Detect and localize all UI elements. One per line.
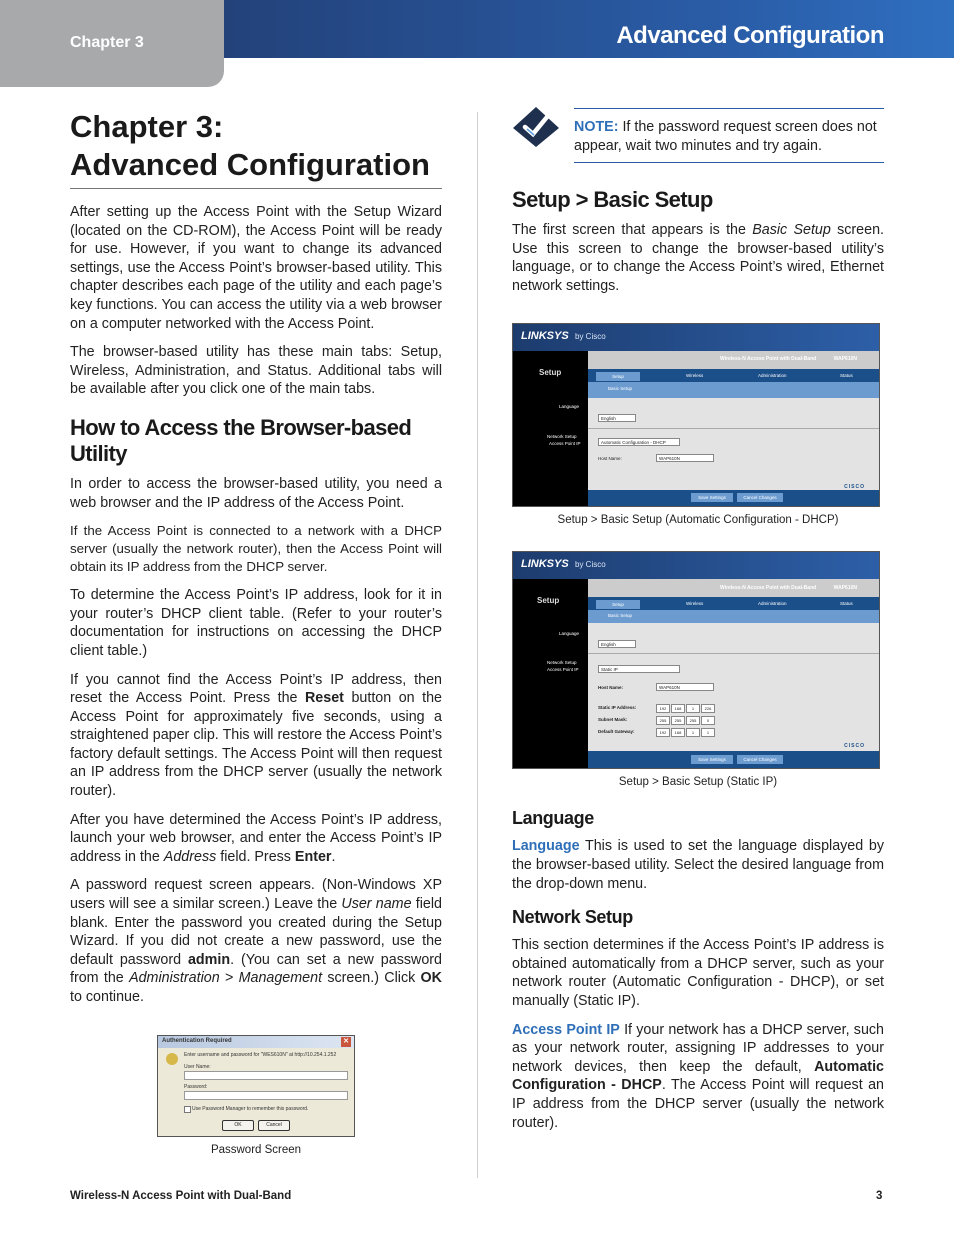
ui-tab-wireless[interactable]: Wireless — [686, 373, 704, 379]
host-value: WAP610N — [659, 456, 680, 462]
tabs-paragraph: The browser-based utility has these main tabs: Setup, Wireless, Administration, and Status. Additional tabs will be available after you click one of the main tabs. — [70, 344, 442, 398]
key-icon — [166, 1053, 178, 1065]
static-value: Static IP — [601, 667, 618, 673]
text: After you have determined the Access Point’s IP address, launch your web browser, and enter the Access Point’s IP address in the — [70, 811, 442, 865]
text: screen.) Click — [322, 970, 421, 987]
lang-value: English — [601, 416, 616, 422]
language-heading: Language — [512, 808, 594, 829]
cisco-logo: CISCO — [844, 743, 865, 750]
chapter-tab-label: Chapter 3 — [70, 34, 144, 51]
text: The first screen that appears is the — [512, 222, 753, 238]
ok-term: OK — [420, 970, 442, 987]
brand-suffix: by Cisco — [575, 560, 606, 570]
column-divider — [477, 112, 478, 1178]
intro-paragraph: After setting up the Access Point with the Setup Wizard (located on the CD-ROM), the Access Point will be ready for use. However, if you want to change its advanced settings, use the Access Point’s browser-based utility. This chapter describes each page of the utility and each page’s key functions. You can access the utility via a web browser on a computer networked with the Access Point. — [70, 204, 442, 332]
pass-label: Password: — [184, 1083, 208, 1090]
enter-term: Enter — [294, 848, 332, 865]
save-settings-button[interactable]: Save Settings — [691, 493, 733, 502]
launch-paragraph — [70, 811, 442, 867]
setup-heading: Setup > Basic Setup — [512, 187, 713, 212]
cancel-button[interactable]: Cancel — [258, 1120, 290, 1131]
gw-field-1[interactable]: 192 — [656, 728, 670, 737]
ui-divider — [588, 653, 879, 654]
ok-button[interactable]: OK — [222, 1120, 254, 1131]
ip-field-4[interactable]: 226 — [701, 704, 715, 713]
host-label: Host Name: — [598, 685, 624, 691]
dhcp-value: Automatic Configuration - DHCP — [601, 440, 666, 446]
ui-section-label: Setup — [539, 368, 562, 378]
username-term: User name — [341, 896, 412, 913]
ui-tab-status[interactable]: Status — [840, 601, 853, 607]
ui-content — [588, 623, 879, 768]
note-label: NOTE: — [574, 119, 619, 135]
mask-field-2[interactable]: 255 — [671, 716, 685, 725]
ui-row-language: Language — [559, 631, 580, 637]
dhcp-figure-caption: Setup > Basic Setup (Automatic Configuration - DHCP) — [557, 514, 839, 527]
ui-row-apip: Access Point IP — [547, 667, 579, 673]
text: > — [219, 970, 239, 987]
brand-logo: LINKSYS — [521, 558, 569, 571]
admin-term: admin — [187, 951, 231, 968]
user-label: User Name: — [184, 1063, 211, 1070]
text: . — [331, 848, 336, 865]
chapter-tab — [0, 0, 224, 87]
brand-suffix: by Cisco — [575, 332, 606, 342]
dhcp-paragraph: If the Access Point is connected to a network with a DHCP server (usually the network router), then the Access Point will obtain its IP address from the DHCP server. — [70, 523, 442, 575]
text: If your network has a DHCP server, such as your network router, assigning IP addresses to your network devices, then keep the default, — [512, 1021, 884, 1075]
ui-section-box — [513, 579, 588, 623]
ui-row-language: Language — [559, 404, 580, 410]
address-term: Address — [163, 848, 217, 865]
cisco-logo: CISCO — [844, 484, 865, 491]
setup-paragraph — [512, 221, 884, 295]
cancel-changes-button[interactable]: Cancel Changes — [737, 755, 783, 764]
text: to continue. — [70, 989, 144, 1005]
text: This is used to set the language displayed by the browser-based utility. Select the desired language from the drop-down menu. — [512, 838, 884, 892]
gw-field-3[interactable]: 1 — [686, 728, 700, 737]
ui-row-network: Network Setup — [547, 660, 577, 666]
administration-term: Administration — [129, 970, 220, 987]
basic-setup-dhcp-figure — [512, 323, 880, 507]
determine-ip-paragraph: To determine the Access Point’s IP address, look for it in your router’s DHCP client table. (Refer to your router’s documentation for instructions on accessing the DHCP client table.) — [70, 587, 442, 659]
ui-subtab-bar — [588, 610, 879, 623]
mask-label: Subnet Mask: — [598, 717, 628, 723]
close-icon[interactable]: ✕ — [341, 1037, 351, 1047]
note-text: If the password request screen does not appear, wait two minutes and try again. — [574, 119, 877, 154]
static-figure-caption: Setup > Basic Setup (Static IP) — [618, 776, 778, 789]
mask-field-1[interactable]: 255 — [656, 716, 670, 725]
text: screen. Use this screen to change the browser-based utility’s language, or to change the Access Point’s wired, Ethernet network settings. — [512, 222, 885, 294]
mask-field-3[interactable]: 255 — [686, 716, 700, 725]
reset-term: Reset — [304, 690, 344, 707]
ui-tab-setup[interactable]: Setup — [596, 600, 640, 609]
dialog-titlebar — [158, 1036, 354, 1048]
ui-left-panel — [513, 398, 588, 506]
text: . (You can set a new password from the — [70, 951, 442, 987]
ui-tab-administration[interactable]: Administration — [758, 373, 787, 379]
ip-field-3[interactable]: 1 — [686, 704, 700, 713]
ip-label: Static IP Address: — [598, 705, 637, 711]
lang-value: English — [601, 642, 616, 648]
text: . The Access Point will request an IP address from the DHCP server (usually the network router). — [512, 1077, 884, 1131]
basic-setup-static-figure — [512, 551, 880, 769]
host-name-field[interactable] — [656, 454, 714, 462]
text: button on the Access Point for approximately five seconds, using a straightened paper clip. This will restore the Access Point’s factory default settings. The Access Point will then request an IP address from the DHCP server (usually the network router). — [70, 690, 442, 800]
text: field. Press — [216, 848, 295, 865]
ui-product: Wireless-N Access Point with Dual-Band — [720, 585, 817, 592]
password-screen-caption: Password Screen — [210, 1143, 302, 1156]
host-label: Host Name: — [598, 456, 622, 462]
ui-divider — [588, 428, 879, 429]
password-screen-figure — [157, 1035, 355, 1137]
ui-footer-bar — [588, 751, 879, 768]
language-select[interactable] — [598, 640, 636, 648]
ui-subtab[interactable]: Basic Setup — [608, 386, 633, 392]
reset-paragraph — [70, 671, 442, 801]
ui-header — [513, 552, 879, 579]
remember-checkbox[interactable] — [184, 1106, 191, 1113]
footer-product: Wireless-N Access Point with Dual-Band — [70, 1190, 292, 1202]
ui-product: Wireless-N Access Point with Dual-Band — [720, 356, 817, 363]
ui-model: WAP610N — [833, 356, 857, 363]
language-paragraph — [512, 837, 884, 893]
page-title-line2: Advanced Configuration — [70, 147, 430, 182]
ui-product-bar — [588, 579, 879, 597]
header-section-title: Advanced Configuration — [616, 22, 884, 49]
gw-field-2[interactable]: 168 — [671, 728, 685, 737]
ui-left-panel — [513, 623, 588, 768]
language-select[interactable] — [598, 414, 636, 422]
cancel-changes-button[interactable]: Cancel Changes — [737, 493, 783, 502]
auto-config-term: Automatic Configuration - DHCP — [512, 1058, 884, 1094]
header-bar — [224, 0, 954, 58]
ui-section-box — [513, 351, 588, 398]
ui-tabs-bar — [588, 369, 879, 382]
ui-tab-wireless[interactable]: Wireless — [686, 601, 704, 607]
check-note-icon — [512, 106, 560, 148]
ip-mode-select[interactable] — [598, 665, 680, 673]
ui-header — [513, 324, 879, 351]
ui-tab-status[interactable]: Status — [840, 373, 853, 379]
text: field blank. Enter the password you created during the Setup Wizard. If you did not create a new password, use the default password — [70, 896, 442, 968]
ui-content — [588, 398, 879, 506]
ui-footer-bar — [588, 490, 879, 506]
ip-mode-select[interactable] — [598, 438, 680, 446]
access-point-ip-term: Access Point IP — [512, 1021, 620, 1038]
ui-model: WAP610N — [833, 585, 857, 592]
host-name-field[interactable] — [656, 683, 714, 691]
password-paragraph — [70, 876, 442, 1006]
dialog-message: Enter username and password for "WES610N" at http://10.254.1.252 — [184, 1051, 337, 1058]
access-point-ip-paragraph — [512, 1021, 884, 1133]
username-field[interactable] — [184, 1071, 348, 1080]
page-title — [70, 108, 442, 189]
ui-section-label: Setup — [537, 596, 560, 606]
ui-subtab-bar — [588, 382, 879, 398]
save-settings-button[interactable]: Save Settings — [691, 755, 733, 764]
footer-page-number: 3 — [876, 1190, 883, 1202]
mask-field-4[interactable]: 0 — [701, 716, 715, 725]
password-field[interactable] — [184, 1091, 348, 1100]
ui-row-apip: Access Point IP — [549, 441, 581, 447]
ui-tab-setup[interactable]: Setup — [596, 372, 640, 381]
text: If you cannot find the Access Point’s IP address, then reset the Access Point. Press the — [70, 671, 442, 707]
ip-field-1[interactable]: 192 — [656, 704, 670, 713]
language-term: Language — [512, 838, 580, 855]
network-setup-paragraph: This section determines if the Access Point’s IP address is obtained automatically from a DHCP server, such as your network router (Automatic Configuration - DHCP), or set manually (Static IP). — [512, 937, 884, 1009]
text: A password request screen appears. (Non-Windows XP users will see a similar screen.) Leave the — [70, 877, 442, 913]
ui-tabs-bar — [588, 597, 879, 610]
ui-product-bar — [588, 351, 879, 369]
gw-label: Default Gateway: — [598, 729, 635, 735]
access-heading: How to Access the Browser-based Utility — [70, 414, 412, 466]
brand-logo: LINKSYS — [521, 330, 569, 343]
remember-label: Use Password Manager to remember this password. — [192, 1105, 309, 1112]
management-term: Management — [238, 970, 323, 987]
left-column — [70, 108, 442, 1156]
right-column — [512, 108, 884, 1142]
ui-tab-administration[interactable]: Administration — [758, 601, 787, 607]
note-callout — [512, 108, 884, 163]
basic-setup-term: Basic Setup — [752, 222, 831, 238]
access-paragraph: In order to access the browser-based utility, you need a web browser and the IP address of the Access Point. — [70, 475, 442, 511]
page-title-line1: Chapter 3: — [70, 109, 224, 144]
ui-row-network: Network Setup — [547, 434, 577, 440]
network-setup-heading: Network Setup — [512, 907, 633, 928]
note-box — [574, 108, 884, 163]
host-value: WAP610N — [659, 685, 680, 691]
ip-field-2[interactable]: 168 — [671, 704, 685, 713]
gw-field-4[interactable]: 1 — [701, 728, 715, 737]
ui-subtab[interactable]: Basic Setup — [608, 613, 633, 619]
dialog-title: Authentication Required — [162, 1037, 232, 1044]
